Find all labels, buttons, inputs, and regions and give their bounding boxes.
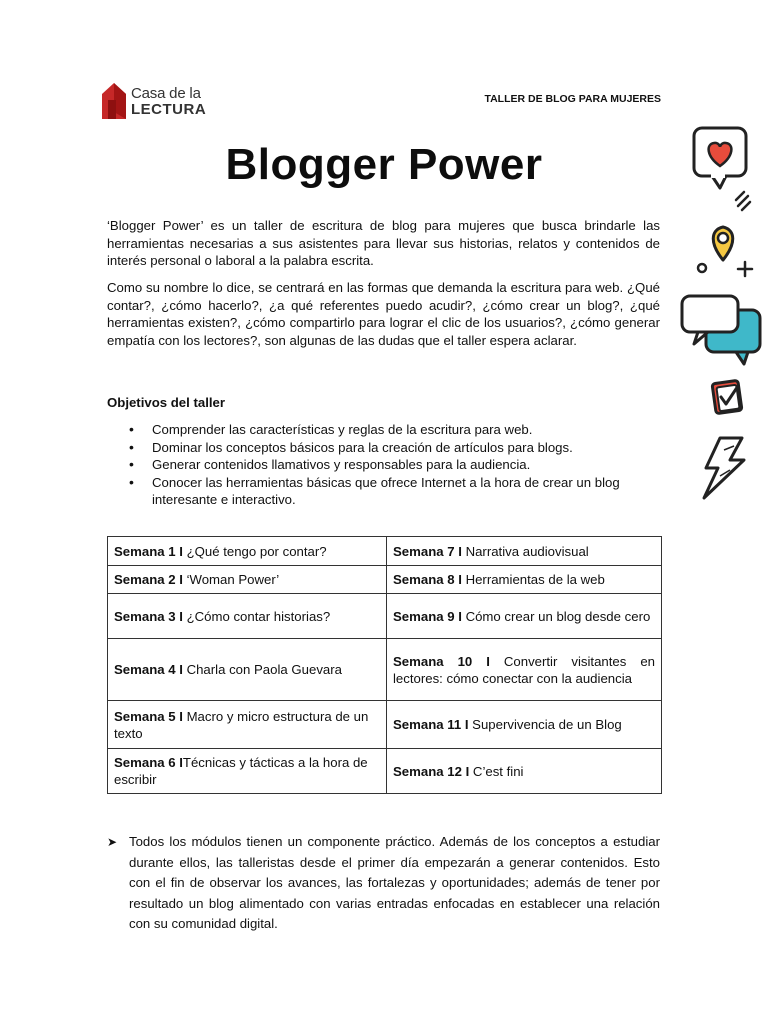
schedule-cell <box>108 594 387 639</box>
brand-line2: LECTURA <box>131 101 207 118</box>
schedule-cell <box>387 594 662 639</box>
week-label: Semana 10 I <box>393 653 490 669</box>
table-row <box>108 537 662 566</box>
schedule-cell <box>108 537 387 566</box>
schedule-cell <box>387 537 662 566</box>
week-topic: Herramientas de la web <box>461 572 605 587</box>
table-row <box>108 749 662 794</box>
week-topic: ‘Woman Power’ <box>182 572 280 587</box>
schedule-table <box>107 536 662 794</box>
week-topic: Macro y micro estructura de un texto <box>114 708 369 741</box>
modules-note <box>107 832 660 935</box>
chat-bubbles-icon <box>682 296 760 364</box>
schedule-cell <box>108 701 387 749</box>
schedule-cell <box>108 749 387 794</box>
schedule-cell <box>387 566 662 594</box>
checkbox-icon <box>712 380 742 413</box>
week-topic: C’est fini <box>469 763 524 779</box>
brand-logo <box>100 82 210 122</box>
schedule-cell <box>387 701 662 749</box>
lightning-icon <box>704 438 744 498</box>
week-label: Semana 2 I <box>114 572 183 587</box>
week-label: Semana 12 I <box>393 763 470 779</box>
week-label: Semana 7 I <box>393 543 462 559</box>
page-title: Blogger Power <box>225 140 543 189</box>
table-row <box>108 701 662 749</box>
schedule-cell <box>108 566 387 594</box>
sparkle-lines-icon <box>736 192 750 210</box>
week-label: Semana 8 I <box>393 572 462 587</box>
week-label: Semana 6 I <box>114 755 183 770</box>
week-topic: Supervivencia de un Blog <box>468 717 622 732</box>
brand-line1: Casa de la <box>131 85 201 102</box>
arrow-bullet-icon: ➤ <box>107 835 118 849</box>
week-topic: ¿Qué tengo por contar? <box>182 543 327 559</box>
location-pin-icon <box>698 227 752 276</box>
note-text: Todos los módulos tienen un componente práctico. Además de los conceptos a estudiar durante ellos, las talleristas desde el primer día empezarán a generar contenidos. Esto con el fin de observar los avances, las fortalezas y oportunidades; además de tener por resultado un blog alimentado con varias entradas enfocadas en establecer una relación con su comunidad digital. <box>129 834 660 931</box>
week-label: Semana 5 I <box>114 708 183 724</box>
objectives-list <box>107 421 662 509</box>
week-label: Semana 1 I <box>114 543 183 559</box>
objective-item: • Dominar los conceptos básicos para la creación de artículos para blogs. <box>107 439 662 457</box>
objective-item: • Comprender las características y reglas de la escritura para web. <box>107 421 662 439</box>
schedule-cell <box>387 639 662 701</box>
description-paragraph: Como su nombre lo dice, se centrará en las formas que demanda la escritura para web. ¿Qué contar?, ¿cómo hacerlo?, ¿a qué referentes puedo acudir?, ¿cómo crear un blog?, ¿qué herramientas existen?, ¿cómo compartirlo para lograr el clic de los usuarios?, ¿cómo generar empatía con los lectores?, son algunas de las dudas que el taller espera aclarar. <box>107 280 660 348</box>
schedule-cell <box>108 639 387 701</box>
objectives-heading: Objetivos del taller <box>107 395 225 410</box>
table-row <box>108 639 662 701</box>
week-topic: Técnicas y tácticas a la hora de escribir <box>114 755 368 787</box>
week-topic: Convertir visitantes en lectores: cómo conectar con la audiencia <box>393 653 655 686</box>
week-label: Semana 3 I <box>114 608 183 624</box>
week-label: Semana 11 I <box>393 717 469 732</box>
week-topic: ¿Cómo contar historias? <box>182 608 331 624</box>
house-logo-icon <box>100 82 128 120</box>
schedule-cell <box>387 749 662 794</box>
table-row <box>108 594 662 639</box>
table-row <box>108 566 662 594</box>
week-topic: Charla con Paola Guevara <box>182 662 342 677</box>
week-topic: Cómo crear un blog desde cero <box>461 608 651 624</box>
objective-item: • Generar contenidos llamativos y responsables para la audiencia. <box>107 456 662 474</box>
week-label: Semana 9 I <box>393 608 462 624</box>
intro-paragraph: ‘Blogger Power’ es un taller de escritura de blog para mujeres que busca brindarle las herramientas necesarias a sus asistentes para llevar sus historias, relatos y contenidos de interés personal o laboral a la palabra escrita. <box>107 218 660 268</box>
week-label: Semana 4 I <box>114 662 183 677</box>
week-topic: Narrativa audiovisual <box>461 543 589 559</box>
heart-chat-icon <box>694 128 746 188</box>
decorative-icons <box>676 120 768 510</box>
header-tag: TALLER DE BLOG PARA MUJERES <box>484 93 661 105</box>
objective-item: • Conocer las herramientas básicas que ofrece Internet a la hora de crear un blog interesante e interactivo. <box>107 474 662 509</box>
